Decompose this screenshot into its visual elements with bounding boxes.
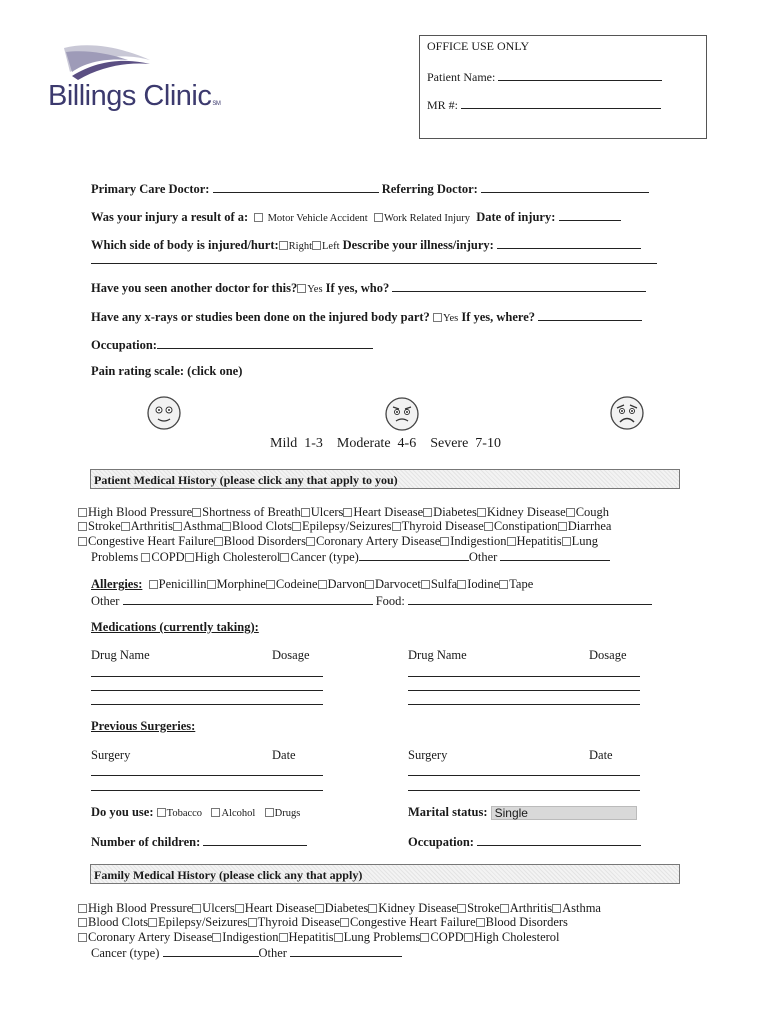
surgery-line[interactable] [408,775,640,776]
medical-history-row-3 [78,534,598,549]
marital-row: Marital status: Single [408,805,637,820]
med-line[interactable] [91,676,323,677]
xrays-row: Have any x-rays or studies been done on the injured body part? Yes If yes, where? [91,308,642,325]
checkbox-label: Asthma [183,519,222,533]
family-history-row-4: Cancer (type) Other [91,944,402,961]
kidney-disease-checkbox[interactable] [477,508,486,517]
checkbox-label: Kidney Disease [378,901,458,915]
allergies-row: Allergies: Penicillin Morphine Codeine Darvon Darvocet Sulfa Iodine Tape [91,577,534,591]
checkbox-label: Hepatitis [288,930,334,944]
checkbox-label: Indigestion [222,930,279,944]
copd-checkbox[interactable] [141,553,150,562]
checkbox-label: Thyroid Disease [257,915,340,929]
checkbox-label: Arthritis [130,519,173,533]
surgery-line[interactable] [91,790,323,791]
ulcers-checkbox[interactable] [192,904,201,913]
surgery-line[interactable] [91,775,323,776]
checkbox-label: Coronary Artery Disease [315,534,441,548]
hepatitis-checkbox[interactable] [507,537,516,546]
checkbox-label: Morphine [216,577,266,591]
use-row: Do you use: Tobacco Alcohol Drugs [91,805,301,819]
surgery-date-1: Date [272,748,296,762]
medical-other-field[interactable] [500,548,610,561]
checkbox-label: Darvon [327,577,366,591]
cancer-type-field[interactable] [359,548,469,561]
marital-status-select[interactable]: Single [491,806,637,820]
coronary-artery-disease-checkbox[interactable] [78,933,87,942]
checkbox-label: Congestive Heart Failure [88,534,214,548]
stroke-checkbox[interactable] [457,904,466,913]
motor-vehicle-checkbox[interactable] [254,213,263,222]
family-history-row-1 [78,901,601,916]
injury-cause-row: Was your injury a result of a: Motor Vehicle Accident Work Related Injury Date of injury: [91,208,621,225]
kidney-disease-checkbox[interactable] [368,904,377,913]
checkbox-label: Darvocet [375,577,421,591]
checkbox-label: Blood Disorders [223,534,306,548]
surgery-line[interactable] [408,790,640,791]
blood-clots-checkbox[interactable] [222,522,231,531]
sulfa-checkbox[interactable] [421,580,430,589]
referring-field[interactable] [481,180,649,193]
right-checkbox[interactable] [279,241,288,250]
checkbox-label: COPD [430,930,464,944]
family-history-row-2 [78,915,568,930]
diabetes-checkbox[interactable] [423,508,432,517]
ulcers-checkbox[interactable] [301,508,310,517]
moderate-face-icon[interactable] [384,396,420,432]
checkbox-label: Congestive Heart Failure [349,915,476,929]
checkbox-label: Blood Clots [231,519,292,533]
who-field[interactable] [392,279,646,292]
office-patient-name: Patient Name: [427,68,662,85]
congestive-heart-failure-checkbox[interactable] [340,918,349,927]
constipation-checkbox[interactable] [484,522,493,531]
diarrhea-checkbox[interactable] [558,522,567,531]
left-checkbox[interactable] [312,241,321,250]
arthritis-checkbox[interactable] [121,522,130,531]
office-use-box [419,35,707,139]
pain-scale-label: Pain rating scale: (click one) [91,364,243,378]
checkbox-label: Constipation [493,519,558,533]
cough-checkbox[interactable] [566,508,575,517]
med-drug-name-2: Drug Name [408,648,467,662]
occupation2-row: Occupation: [408,833,641,850]
high-blood-pressure-checkbox[interactable] [78,904,87,913]
checkbox-label: Sulfa [430,577,458,591]
blood-disorders-checkbox[interactable] [476,918,485,927]
another-doctor-row: Have you seen another doctor for this? Yes If yes, who? [91,279,646,296]
checkbox-label: High Cholesterol [473,930,560,944]
checkbox-label: Asthma [562,901,601,915]
logo: Billings ClinicSM [48,80,221,112]
arthritis-checkbox[interactable] [500,904,509,913]
med-line[interactable] [91,690,323,691]
heart-disease-checkbox[interactable] [343,508,352,517]
checkbox-label: Diabetes [433,505,477,519]
tobacco-checkbox[interactable] [157,808,166,817]
med-line[interactable] [408,690,640,691]
copd-checkbox[interactable] [420,933,429,942]
family-history-header: Family Medical History (please click any that apply) [90,864,680,884]
checkbox-label: High Blood Pressure [88,901,193,915]
checkbox-label: Epilepsy/Seizures [158,915,248,929]
checkbox-label: Blood Disorders [485,915,568,929]
thyroid-disease-checkbox[interactable] [392,522,401,531]
children-row: Number of children: [91,833,307,850]
thyroid-disease-checkbox[interactable] [248,918,257,927]
logo-swoosh-icon [58,42,154,82]
work-related-checkbox[interactable] [374,213,383,222]
coronary-artery-disease-checkbox[interactable] [306,537,315,546]
medical-history-row-1 [78,505,609,520]
high-cholesterol-checkbox[interactable] [185,553,194,562]
tape-checkbox[interactable] [499,580,508,589]
checkbox-label: Lung [571,534,599,548]
medical-history-row-2 [78,519,611,534]
checkbox-label: Hepatitis [516,534,562,548]
checkbox-label: Stroke [88,519,121,533]
describe-field[interactable] [497,236,641,249]
lung-checkbox[interactable] [562,537,571,546]
family-other-field[interactable] [290,944,402,957]
stroke-checkbox[interactable] [78,522,87,531]
allergies-other-row: Other Food: [91,592,652,609]
penicillin-checkbox[interactable] [149,580,158,589]
family-history-row-3 [78,930,560,945]
another-doctor-yes-checkbox[interactable] [297,284,306,293]
medications-title: Medications (currently taking): [91,620,259,634]
med-dosage-2: Dosage [589,648,627,662]
indigestion-checkbox[interactable] [212,933,221,942]
medical-history-row-4: Problems COPD High Cholesterol Cancer (type) Other [91,548,610,565]
checkbox-label: Epilepsy/Seizures [301,519,392,533]
blood-clots-checkbox[interactable] [78,918,87,927]
hepatitis-checkbox[interactable] [279,933,288,942]
blood-disorders-checkbox[interactable] [214,537,223,546]
asthma-checkbox[interactable] [173,522,182,531]
severe-face-icon[interactable] [609,395,645,431]
checkbox-label: Iodine [467,577,500,591]
date-of-injury-field[interactable] [559,208,621,221]
occupation2-field[interactable] [477,833,641,846]
office-mr: MR #: [427,96,661,113]
codeine-checkbox[interactable] [266,580,275,589]
surgeries-title: Previous Surgeries: [91,719,196,733]
checkbox-label: Lung Problems [343,930,421,944]
children-field[interactable] [203,833,307,846]
epilepsy-seizures-checkbox[interactable] [292,522,301,531]
med-line[interactable] [91,704,323,705]
surgery-label-1: Surgery [91,748,131,762]
checkbox-label: Stroke [467,901,500,915]
checkbox-label: Arthritis [509,901,553,915]
office-use-title: OFFICE USE ONLY [427,39,530,53]
medical-history-header: Patient Medical History (please click any that apply to you) [90,469,680,489]
iodine-checkbox[interactable] [457,580,466,589]
cancer-type-checkbox[interactable] [280,553,289,562]
checkbox-label: Heart Disease [244,901,315,915]
high-cholesterol-checkbox[interactable] [464,933,473,942]
congestive-heart-failure-checkbox[interactable] [78,537,87,546]
pain-legend: Mild 1-3 Moderate 4-6 Severe 7-10 [270,436,501,451]
mr-field[interactable] [461,96,661,109]
indigestion-checkbox[interactable] [440,537,449,546]
occupation-field[interactable] [157,336,373,349]
allergies-other-field[interactable] [123,592,373,605]
checkbox-label: Shortness of Breath [202,505,301,519]
asthma-checkbox[interactable] [552,904,561,913]
lung-problems-checkbox[interactable] [334,933,343,942]
checkbox-label: Thyroid Disease [401,519,484,533]
side-row: Which side of body is injured/hurt: Right Left Describe your illness/injury: [91,236,641,253]
checkbox-label: Ulcers [310,505,344,519]
checkbox-label: Ulcers [202,901,235,915]
surgery-date-2: Date [589,748,613,762]
doctor-row: Primary Care Doctor: Referring Doctor: [91,180,649,197]
checkbox-label: Heart Disease [353,505,424,519]
med-dosage-1: Dosage [272,648,310,662]
checkbox-label: Indigestion [450,534,507,548]
epilepsy-seizures-checkbox[interactable] [148,918,157,927]
checkbox-label: Cough [575,505,610,519]
checkbox-label: Tape [509,577,534,591]
checkbox-label: Penicillin [158,577,207,591]
diabetes-checkbox[interactable] [315,904,324,913]
checkbox-label: Diabetes [324,901,369,915]
where-field[interactable] [538,308,642,321]
describe-line-2[interactable] [91,263,657,264]
morphine-checkbox[interactable] [207,580,216,589]
family-cancer-field[interactable] [163,944,259,957]
checkbox-label: Coronary Artery Disease [88,930,213,944]
allergies-food-field[interactable] [408,592,652,605]
high-blood-pressure-checkbox[interactable] [78,508,87,517]
heart-disease-checkbox[interactable] [235,904,244,913]
checkbox-label: High Blood Pressure [88,505,193,519]
checkbox-label: Cancer (type) [290,550,359,564]
occupation-row: Occupation: [91,336,373,353]
checkbox-label: Blood Clots [88,915,149,929]
med-line[interactable] [408,676,640,677]
checkbox-label: Kidney Disease [486,505,566,519]
checkbox-label: High Cholesterol [194,550,281,564]
patient-name-field[interactable] [498,68,662,81]
shortness-of-breath-checkbox[interactable] [192,508,201,517]
surgery-label-2: Surgery [408,748,448,762]
drugs-checkbox[interactable] [265,808,274,817]
darvon-checkbox[interactable] [318,580,327,589]
darvocet-checkbox[interactable] [365,580,374,589]
checkbox-label: Diarrhea [567,519,612,533]
mild-face-icon[interactable] [146,395,182,431]
med-drug-name-1: Drug Name [91,648,150,662]
checkbox-label: Codeine [275,577,318,591]
checkbox-label: COPD [151,550,185,564]
alcohol-checkbox[interactable] [211,808,220,817]
med-line[interactable] [408,704,640,705]
xrays-yes-checkbox[interactable] [433,313,442,322]
primary-care-field[interactable] [213,180,379,193]
